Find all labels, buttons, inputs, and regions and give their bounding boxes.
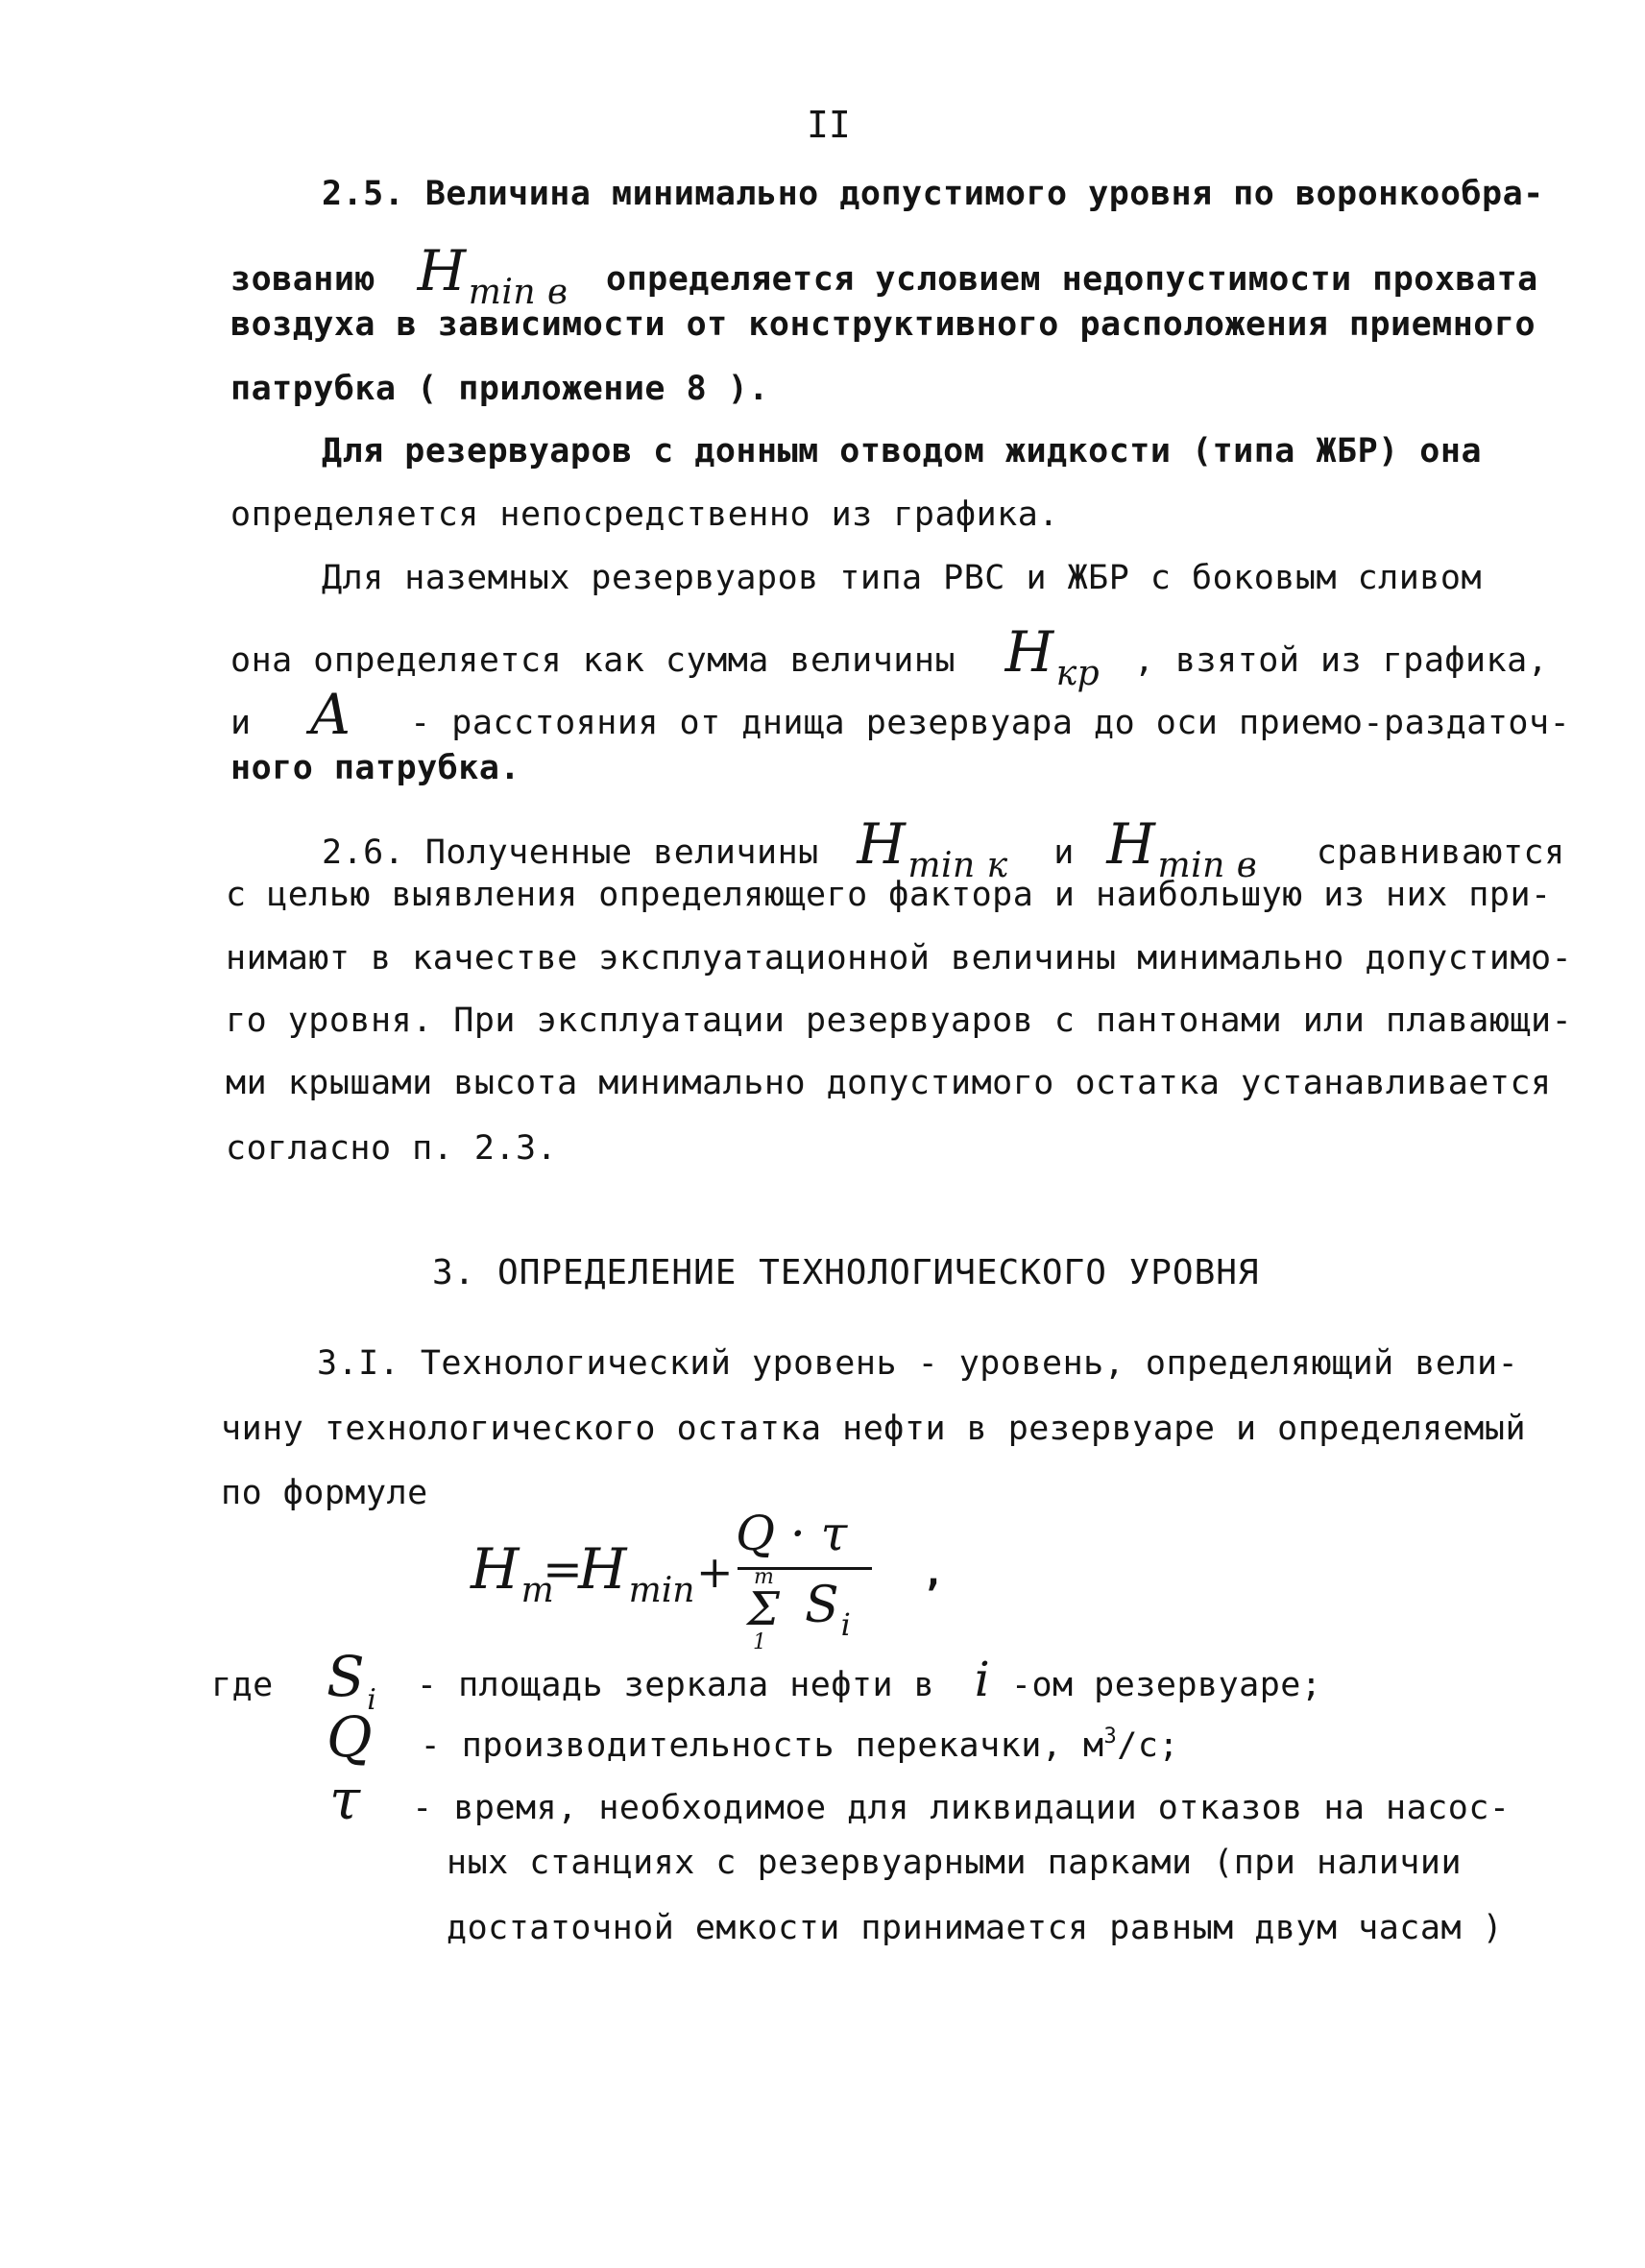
p31-line-1: 3.I. Технологический уровень - уровень, определяющий вели- <box>317 1344 1519 1383</box>
def-tau <box>329 1767 1510 1832</box>
formula-sigma-bottom: 1 <box>753 1630 766 1654</box>
a-symbol: A <box>310 682 351 747</box>
p-side-line-3-pre: и <box>230 704 252 742</box>
p26-line-1-pre: 2.6. Полученные величины <box>322 833 819 872</box>
formula-plus: + <box>696 1546 734 1598</box>
p26-line-4: го уровня. При эксплуатации резервуаров с пантонами или плавающи- <box>226 1001 1573 1040</box>
h-min-v-symbol-2: $H_{min в}$ <box>1106 811 1258 885</box>
where-label: где <box>211 1666 274 1704</box>
p-side-line-1: Для наземных резервуаров типа РВС и ЖБР с боковым сливом <box>322 559 1483 597</box>
formula-numerator: Q · τ <box>736 1506 848 1561</box>
h-kr-symbol: $H_{кр}$ <box>1004 619 1101 693</box>
p-side-line-3-post: - расстояния от днища резервуара до оси приемо-раздаточ- <box>410 704 1571 742</box>
p26-line-5: ми крышами высота минимально допустимого остатка устанавливается <box>226 1064 1552 1102</box>
p-bottom-line-1: Для резервуаров с донным отводом жидкости (типа ЖБР) она <box>322 432 1483 470</box>
p26-line-1-post: сравниваются <box>1316 833 1565 872</box>
p-side-line-4: ного патрубка. <box>230 749 521 787</box>
section-3-heading: 3. ОПРЕДЕЛЕНИЕ ТЕХНОЛОГИЧЕСКОГО УРОВНЯ <box>432 1253 1260 1292</box>
p25-line-2 <box>230 238 1538 312</box>
def-s-index: i <box>974 1652 991 1707</box>
p-side-line-2 <box>230 619 1549 693</box>
p25-line-2-pre: зованию <box>230 260 376 299</box>
def-tau-symbol: τ <box>329 1767 361 1832</box>
def-tau-line-3: достаточной емкости принимается равным двум часам ) <box>447 1909 1504 1947</box>
def-s-symbol: $S_i$ <box>327 1644 377 1717</box>
p26-line-3: нимают в качестве эксплуатационной величины минимально допустимо- <box>226 939 1573 977</box>
p26-line-1 <box>322 811 1565 885</box>
formula-eq: = <box>543 1541 583 1597</box>
def-s-post: -ом резервуаре; <box>1010 1666 1322 1704</box>
def-s-text: - площадь зеркала нефти в <box>416 1666 935 1704</box>
formula-sigma: Σ <box>747 1582 780 1636</box>
page-number: II <box>807 104 851 146</box>
formula-sigma-top: m <box>754 1565 774 1589</box>
h-min-v-symbol: $H_{min в}$ <box>417 238 568 312</box>
p26-line-2: с целью выявления определяющего фактора и наибольшую из них при- <box>226 876 1552 914</box>
p-side-line-3 <box>230 682 1570 747</box>
p25-line-4: патрубка ( приложение 8 ). <box>230 370 769 408</box>
p-side-line-2-post: , взятой из графика, <box>1133 641 1549 680</box>
def-q-sup: 3 <box>1103 1725 1118 1749</box>
def-q-text: - производительность перекачки, м <box>420 1726 1104 1765</box>
formula-denominator: $S_i$ <box>805 1577 851 1643</box>
def-s <box>327 1644 1322 1717</box>
def-tau-line-1: - время, необходимое для ликвидации отказов на насос- <box>412 1789 1511 1827</box>
p25-line-3: воздуха в зависимости от конструктивного расположения приемного <box>230 305 1536 344</box>
p31-line-2: чину технологического остатка нефти в резервуаре и определяемый <box>221 1410 1527 1448</box>
formula-lhs: $H_т$ <box>471 1536 554 1610</box>
p25-line-1: 2.5. Величина минимально допустимого уровня по воронкообра- <box>322 175 1544 213</box>
p26-line-6: согласно п. 2.3. <box>226 1129 558 1168</box>
def-q <box>327 1704 1179 1770</box>
def-q-tail: /с; <box>1117 1726 1179 1765</box>
p26-line-1-mid: и <box>1053 833 1075 872</box>
def-q-symbol: Q <box>327 1704 374 1770</box>
formula-comma: , <box>922 1551 946 1595</box>
p25-line-2-post: определяется условием недопустимости прохвата <box>606 260 1538 299</box>
p-bottom-line-2: определяется непосредственно из графика. <box>230 495 1059 534</box>
def-tau-line-2: ных станциях с резервуарными парками (при наличии <box>447 1844 1463 1882</box>
h-min-k-symbol: $H_{min к}$ <box>857 811 1008 885</box>
formula-h-min: $H_{min}$ <box>578 1536 695 1610</box>
p31-line-3: по формуле <box>221 1474 428 1512</box>
p-side-line-2-pre: она определяется как сумма величины <box>230 641 956 680</box>
